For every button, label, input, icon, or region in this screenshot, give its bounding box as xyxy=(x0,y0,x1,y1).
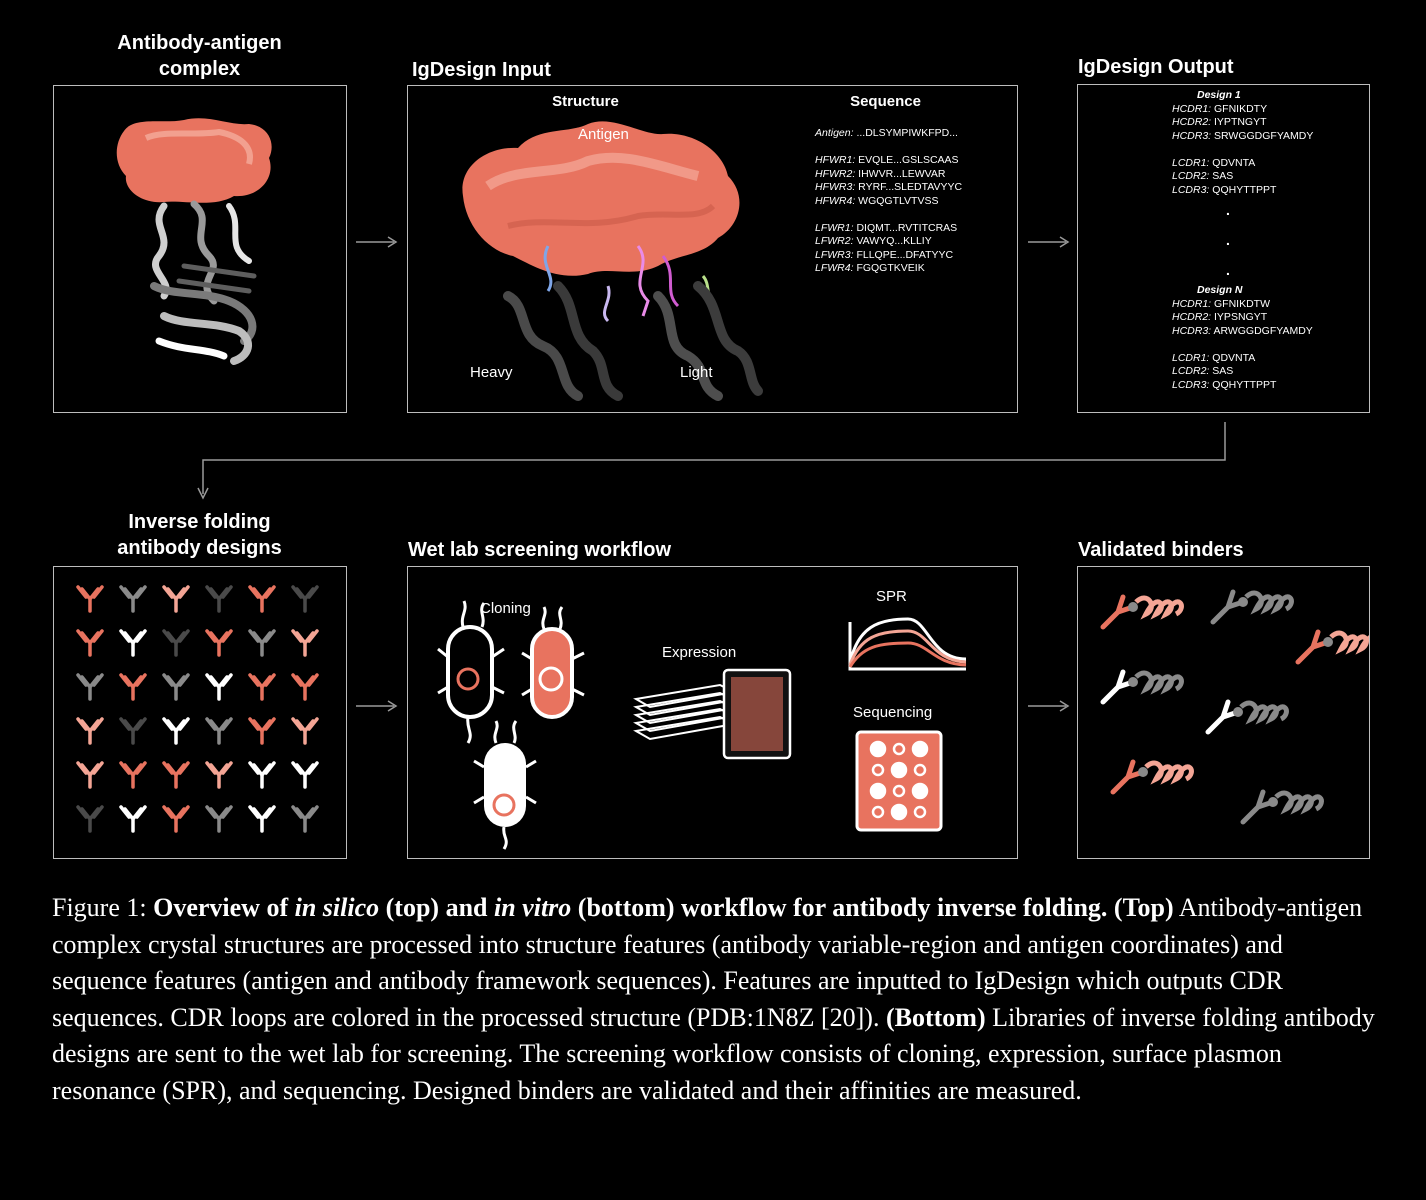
caption-bottom-text: Libraries of inverse folding antibody designs are sent to the wet lab for screening. The screening workflow consists of cloning, expression, surface plasmon resonance (SPR), and sequencing. Designed binders are validated and their affinities are measured. xyxy=(52,1002,1375,1105)
lfwr2-line xyxy=(815,235,962,249)
arrow-output-to-designs xyxy=(190,420,1235,505)
lfwr2-label: LFWR2: xyxy=(815,235,854,247)
dn-hcdr3 xyxy=(1172,325,1313,339)
caption-top-label: (Top) xyxy=(1113,893,1174,922)
antibody-icon xyxy=(207,763,231,787)
antigen-seq xyxy=(815,127,962,141)
dot-2: . xyxy=(1226,232,1230,248)
ellipsis-dots xyxy=(1218,195,1238,285)
complex-title-line1: Antibody-antigen xyxy=(117,32,282,54)
antibody-icon xyxy=(250,631,274,655)
lfwr3-line xyxy=(815,249,962,263)
antibody-icon xyxy=(121,807,145,831)
sequencing-label: Sequencing xyxy=(853,704,933,721)
d1-lcdr2-value: SAS xyxy=(1212,170,1234,182)
complex-structure-illustration xyxy=(54,86,346,412)
hfwr1-value: EVQLE...GSLSCAAS xyxy=(858,154,959,166)
antibody-icon xyxy=(250,719,274,743)
binders-illustration xyxy=(1078,567,1369,858)
binders-title: Validated binders xyxy=(1078,539,1244,561)
dn-lcdr3 xyxy=(1172,379,1313,393)
antibody-icon xyxy=(164,719,188,743)
hfwr1-label: HFWR1: xyxy=(815,154,856,166)
caption-bottom-label: (Bottom) xyxy=(885,1002,986,1032)
designs-title-line1: Inverse folding xyxy=(128,511,271,533)
antibody-icon xyxy=(121,587,145,611)
sequencing-well xyxy=(871,784,885,798)
sequencing-well xyxy=(892,805,906,819)
design-1-name: Design 1 xyxy=(1197,89,1241,101)
d1-hcdr3-value: SRWGGDGFYAMDY xyxy=(1214,129,1314,142)
d1-hcdr2 xyxy=(1172,116,1313,130)
antigen-seq-value: ...DLSYMPIWKFPD... xyxy=(856,127,958,139)
antibody-icon xyxy=(121,631,145,655)
d1-lcdr1-value: QDVNTA xyxy=(1212,156,1256,169)
lfwr4-line xyxy=(815,262,962,276)
dn-lcdr3-label: LCDR3: xyxy=(1172,378,1210,391)
heavy-light-chains xyxy=(508,286,758,396)
arrow-designs-to-wetlab xyxy=(354,699,400,713)
d1-hcdr1-value: GFNIKDTY xyxy=(1214,102,1268,115)
dot-3: . xyxy=(1226,262,1230,278)
d1-hcdr2-label: HCDR2: xyxy=(1172,116,1212,128)
d1-hcdr3 xyxy=(1172,130,1313,144)
dn-lcdr3-value: QQHYTTPPT xyxy=(1212,378,1277,391)
sequence-block xyxy=(815,127,962,276)
binder-complex-icon xyxy=(1208,702,1286,732)
antibody-ribbon xyxy=(154,204,254,361)
d1-lcdr2-label: LCDR2: xyxy=(1172,170,1210,182)
d1-lcdr3-label: LCDR3: xyxy=(1172,183,1210,196)
binder-complex-icon xyxy=(1298,632,1369,662)
antibody-icon xyxy=(250,675,274,699)
input-title: IgDesign Input xyxy=(412,59,551,81)
dn-lcdr2-value: SAS xyxy=(1212,365,1234,377)
dn-lcdr1-value: QDVNTA xyxy=(1212,351,1256,364)
input-panel xyxy=(407,85,1018,413)
hfwr4-label: HFWR4: xyxy=(815,194,856,207)
antibody-icon xyxy=(207,587,231,611)
structure-heading: Structure xyxy=(552,93,619,110)
antibody-icon xyxy=(207,719,231,743)
antibody-icon xyxy=(78,675,102,699)
antibody-icon xyxy=(250,807,274,831)
designs-title xyxy=(52,509,347,561)
bacterium-1-icon xyxy=(438,601,504,743)
output-title: IgDesign Output xyxy=(1078,56,1234,78)
antigen-surface xyxy=(117,118,272,202)
antibody-icon xyxy=(293,763,317,787)
d1-hcdr1 xyxy=(1172,103,1313,117)
spr-sensorgram-icon xyxy=(850,619,966,669)
antibody-icon xyxy=(293,587,317,611)
dn-lcdr2-label: LCDR2: xyxy=(1172,365,1210,377)
antibody-icon xyxy=(293,631,317,655)
antibody-icon xyxy=(78,631,102,655)
antibody-icon xyxy=(121,719,145,743)
arrow-input-to-output xyxy=(1026,235,1072,249)
hfwr4-value: WGQGTLVTVSS xyxy=(858,194,939,207)
binder-complex-icon xyxy=(1243,792,1321,822)
design-1-block xyxy=(1172,89,1313,197)
dn-lcdr1 xyxy=(1172,352,1313,366)
antibody-icon xyxy=(207,807,231,831)
antibody-icon xyxy=(78,763,102,787)
designs-panel xyxy=(53,566,347,859)
hfwr2-line xyxy=(815,168,962,182)
dot-1: . xyxy=(1226,202,1230,218)
d1-lcdr3 xyxy=(1172,184,1313,198)
binders-panel xyxy=(1077,566,1370,859)
antibody-icon xyxy=(293,807,317,831)
spr-label: SPR xyxy=(876,588,907,605)
design-n-name: Design N xyxy=(1197,284,1243,296)
sequencing-well xyxy=(892,763,906,777)
d1-lcdr1 xyxy=(1172,157,1313,171)
caption-bold-2: (top) and xyxy=(385,893,488,922)
design-n-block xyxy=(1172,284,1313,392)
antibody-icon xyxy=(293,675,317,699)
light-label: Light xyxy=(680,364,713,381)
complex-panel xyxy=(53,85,347,413)
hfwr1-line xyxy=(815,154,962,168)
antibody-icon xyxy=(164,631,188,655)
d1-lcdr1-label: LCDR1: xyxy=(1172,156,1210,169)
dn-hcdr1 xyxy=(1172,298,1313,312)
bacterium-3-icon xyxy=(474,721,536,849)
d1-lcdr2 xyxy=(1172,170,1313,184)
antigen-seq-label: Antigen: xyxy=(815,127,854,139)
designs-title-line2: antibody designs xyxy=(117,537,282,559)
lfwr4-label: LFWR4: xyxy=(815,262,854,274)
expression-plate-icon xyxy=(724,670,790,758)
antibody-icon xyxy=(250,587,274,611)
wetlab-panel xyxy=(407,566,1018,859)
binder-complex-icon xyxy=(1113,762,1191,792)
dn-hcdr1-label: HCDR1: xyxy=(1172,297,1212,310)
dn-hcdr1-value: GFNIKDTW xyxy=(1214,297,1271,310)
antigen-surface-large xyxy=(462,121,739,275)
lfwr1-label: LFWR1: xyxy=(815,221,854,234)
d1-hcdr1-label: HCDR1: xyxy=(1172,102,1212,115)
figure-caption xyxy=(52,890,1377,1109)
caption-italic-1: in silico xyxy=(294,893,380,922)
antibody-icon xyxy=(207,631,231,655)
lfwr3-value: FLLQPE...DFATYYC xyxy=(856,248,954,261)
lfwr2-value: VAWYQ...KLLIY xyxy=(856,235,932,247)
complex-title xyxy=(52,30,347,82)
complex-title-line2: complex xyxy=(158,58,241,80)
dn-hcdr2 xyxy=(1172,311,1313,325)
sequencing-well xyxy=(871,742,885,756)
caption-italic-2: in vitro xyxy=(494,893,572,922)
lfwr1-value: DIQMT...RVTITCRAS xyxy=(856,221,958,234)
antigen-label: Antigen xyxy=(578,126,629,143)
antibody-icon xyxy=(164,807,188,831)
sequence-heading: Sequence xyxy=(850,93,921,110)
d1-hcdr3-label: HCDR3: xyxy=(1172,129,1212,142)
caption-top-text: Antibody-antigen complex crystal structures are processed into structure features (antibody variable-region and antigen coordinates) and sequence features (antigen and antibody framework sequences). Features are inputted to IgDesign which outputs CDR sequences. CDR loops are colored in the processed structure (PDB:1N8Z [20]). xyxy=(52,893,1363,1032)
sequencing-well xyxy=(913,742,927,756)
antibody-icon xyxy=(250,763,274,787)
antibody-icon xyxy=(164,675,188,699)
dn-hcdr2-value: IYPSNGYT xyxy=(1214,311,1268,323)
antibody-icon xyxy=(121,763,145,787)
antibody-icon xyxy=(164,587,188,611)
heavy-label: Heavy xyxy=(470,364,513,381)
antibody-icon xyxy=(293,719,317,743)
dn-hcdr3-label: HCDR3: xyxy=(1172,324,1212,337)
caption-figure-number: Figure 1: xyxy=(52,893,147,922)
arrow-complex-to-input xyxy=(354,235,400,249)
output-panel xyxy=(1077,84,1370,413)
dn-lcdr2 xyxy=(1172,365,1313,379)
hfwr3-value: RYRF...SLEDTAVYYC xyxy=(858,181,963,193)
caption-bold-1: Overview of xyxy=(153,893,289,922)
d1-lcdr3-value: QQHYTTPPT xyxy=(1212,183,1277,196)
caption-bold-3: (bottom) workflow for antibody inverse folding. xyxy=(577,893,1108,922)
lfwr4-value: FGQGTKVEIK xyxy=(856,262,925,274)
antibody-icon xyxy=(78,807,102,831)
antibody-icon xyxy=(164,763,188,787)
hfwr2-value: IHWVR...LEWVAR xyxy=(858,167,946,180)
wetlab-illustration xyxy=(408,567,1017,858)
dn-hcdr3-value: ARWGGDGFYAMDY xyxy=(1213,324,1313,337)
arrow-wetlab-to-binders xyxy=(1026,699,1072,713)
binder-complex-icon xyxy=(1213,592,1291,622)
antibody-icon xyxy=(121,675,145,699)
lfwr3-label: LFWR3: xyxy=(815,248,854,261)
antibody-grid xyxy=(54,567,346,858)
wetlab-title: Wet lab screening workflow xyxy=(408,539,672,561)
antibody-icon xyxy=(207,675,231,699)
d1-hcdr2-value: IYPTNGYT xyxy=(1214,116,1267,128)
sequencing-well xyxy=(913,784,927,798)
binder-complex-icon xyxy=(1103,597,1181,627)
bacterium-2-icon xyxy=(522,607,584,717)
expression-label: Expression xyxy=(662,644,737,661)
hfwr3-label: HFWR3: xyxy=(815,181,856,193)
antibody-icon xyxy=(78,587,102,611)
antibody-icon xyxy=(78,719,102,743)
plate-stack-icon xyxy=(636,685,734,739)
lfwr1-line xyxy=(815,222,962,236)
hfwr3-line xyxy=(815,181,962,195)
hfwr4-line xyxy=(815,195,962,209)
cloning-label: Cloning xyxy=(480,600,531,617)
dn-lcdr1-label: LCDR1: xyxy=(1172,351,1210,364)
dn-hcdr2-label: HCDR2: xyxy=(1172,311,1212,323)
hfwr2-label: HFWR2: xyxy=(815,167,856,180)
binder-complex-icon xyxy=(1103,672,1181,702)
input-structure-illustration xyxy=(448,106,778,406)
